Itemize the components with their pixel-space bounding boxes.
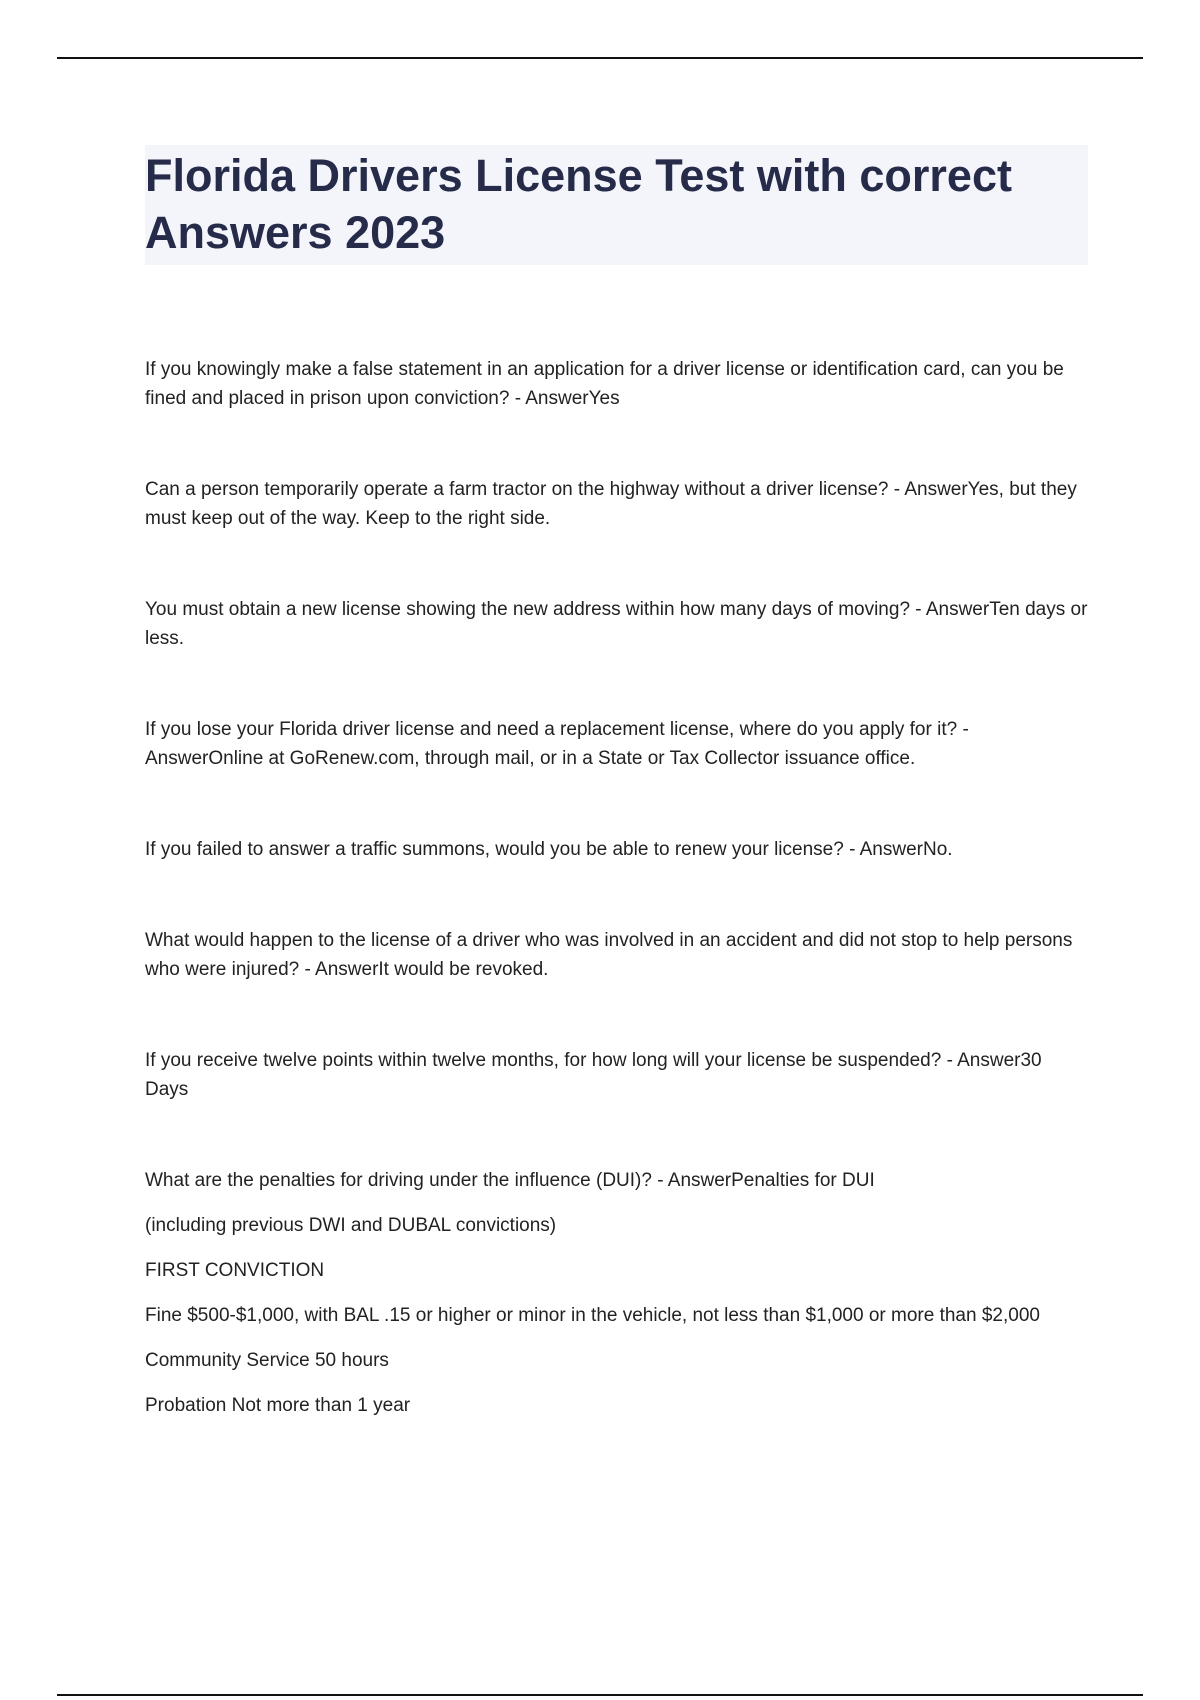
qa-item: What would happen to the license of a driver who was involved in an accident and did not stop to help persons who were injured? - AnswerIt would be revoked. xyxy=(145,930,1073,980)
dui-detail-line: (including previous DWI and DUBAL convictions) xyxy=(145,1215,557,1236)
top-rule xyxy=(57,57,1143,59)
dui-detail-line: FIRST CONVICTION xyxy=(145,1260,325,1281)
dui-detail-line: Fine $500-$1,000, with BAL .15 or higher or minor in the vehicle, not less than $1,000 or more than $2,000 xyxy=(145,1305,1040,1326)
qa-item: If you lose your Florida driver license and need a replacement license, where do you apply for it? - AnswerOnline at GoRenew.com, through mail, or in a State or Tax Collector issuance office. xyxy=(145,719,969,769)
qa-item: Can a person temporarily operate a farm tractor on the highway without a driver license? - AnswerYes, but they must keep out of the way. Keep to the right side. xyxy=(145,479,1077,529)
dui-detail-line: Probation Not more than 1 year xyxy=(145,1395,411,1416)
qa-item: You must obtain a new license showing the new address within how many days of moving? - AnswerTen days or less. xyxy=(145,599,1088,649)
document-title: Florida Drivers License Test with correct Answers 2023 xyxy=(145,150,1012,258)
qa-item: What are the penalties for driving under the influence (DUI)? - AnswerPenalties for DUI xyxy=(145,1170,875,1191)
title-block xyxy=(145,145,1088,265)
dui-detail-line: Community Service 50 hours xyxy=(145,1350,389,1371)
document-page xyxy=(145,145,1090,1420)
qa-item: If you failed to answer a traffic summons, would you be able to renew your license? - AnswerNo. xyxy=(145,839,953,860)
bottom-rule xyxy=(57,1694,1143,1696)
qa-list xyxy=(145,355,1090,1420)
qa-item: If you knowingly make a false statement in an application for a driver license or identification card, can you be fined and placed in prison upon conviction? - AnswerYes xyxy=(145,359,1064,409)
qa-item: If you receive twelve points within twelve months, for how long will your license be suspended? - Answer30 Days xyxy=(145,1050,1042,1100)
